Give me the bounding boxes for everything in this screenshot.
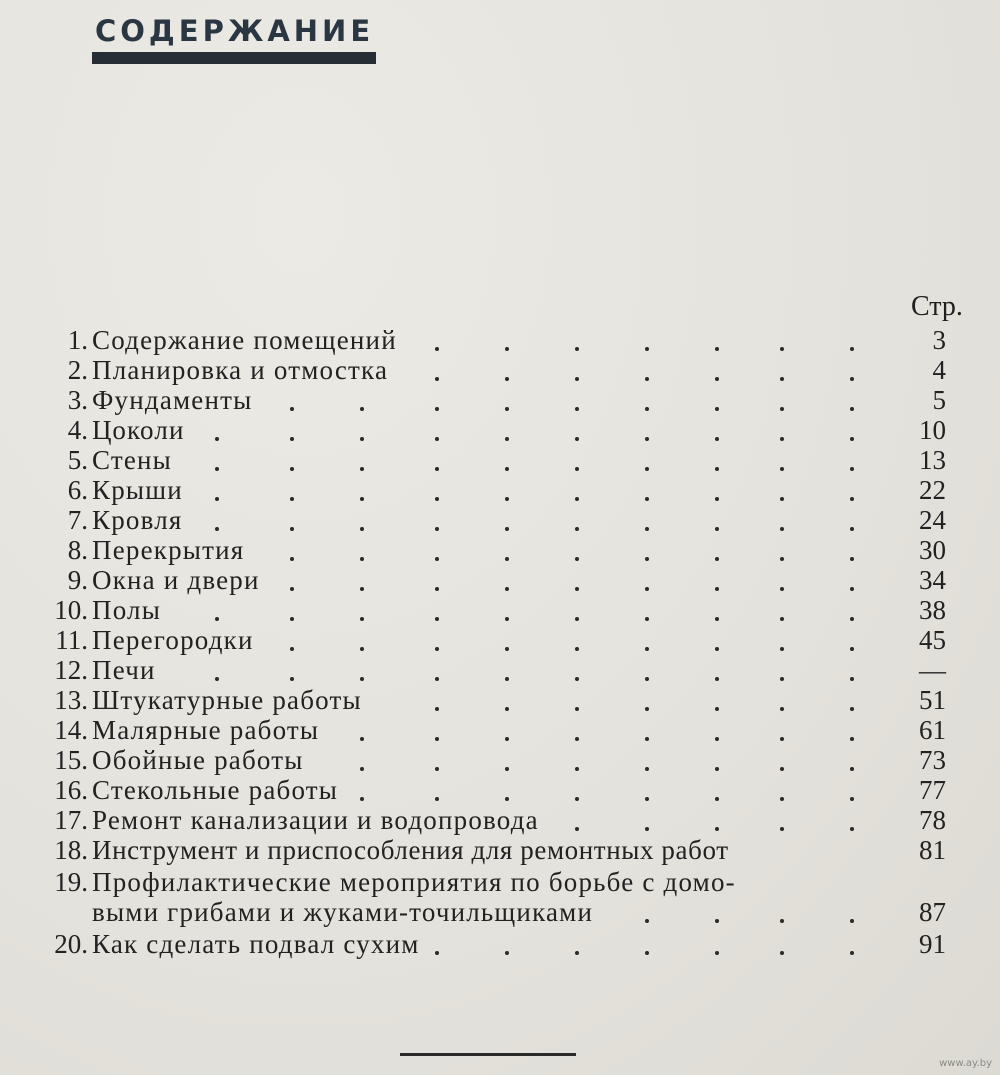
leader-dot <box>215 497 219 501</box>
entry-page: 3 <box>932 325 946 355</box>
leader-dot <box>715 737 719 741</box>
page-column-label: Стр. <box>911 291 963 322</box>
leader-dot <box>435 737 439 741</box>
leader-dot <box>645 797 649 801</box>
leader-dot <box>575 707 579 711</box>
leader-dot <box>780 377 784 381</box>
leader-dot <box>715 527 719 531</box>
leader-dot <box>290 527 294 531</box>
leader-dot <box>290 677 294 681</box>
dot-leader <box>0 897 1000 927</box>
leader-dot <box>780 557 784 561</box>
toc-entry <box>0 655 1000 685</box>
leader-dot <box>360 407 364 411</box>
leader-dot <box>715 767 719 771</box>
leader-dot <box>215 467 219 471</box>
leader-dot <box>575 497 579 501</box>
leader-dot <box>435 797 439 801</box>
dot-leader <box>0 505 1000 535</box>
leader-dot <box>215 677 219 681</box>
leader-dot <box>850 377 854 381</box>
leader-dot <box>850 737 854 741</box>
toc-entry <box>0 325 1000 355</box>
dot-leader <box>0 595 1000 625</box>
leader-dot <box>505 497 509 501</box>
leader-dot <box>575 677 579 681</box>
entry-number: 19. <box>54 867 88 897</box>
leader-dot <box>645 737 649 741</box>
leader-dot <box>715 587 719 591</box>
leader-dot <box>645 707 649 711</box>
leader-dot <box>575 587 579 591</box>
leader-dot <box>715 437 719 441</box>
entry-title: Фундаменты <box>92 385 253 415</box>
entry-page: 24 <box>919 505 946 535</box>
leader-dot <box>575 527 579 531</box>
leader-dot <box>435 707 439 711</box>
leader-dot <box>780 527 784 531</box>
leader-dot <box>850 407 854 411</box>
leader-dot <box>435 347 439 351</box>
leader-dot <box>715 919 719 923</box>
leader-dot <box>850 797 854 801</box>
leader-dot <box>435 951 439 955</box>
leader-dot <box>360 617 364 621</box>
leader-dot <box>850 767 854 771</box>
entry-page: 10 <box>919 415 946 445</box>
leader-dot <box>645 767 649 771</box>
entry-page: 13 <box>919 445 946 475</box>
toc-entry <box>0 355 1000 385</box>
leader-dot <box>850 919 854 923</box>
toc-entry <box>0 385 1000 415</box>
leader-dot <box>645 437 649 441</box>
leader-dot <box>850 647 854 651</box>
leader-dot <box>290 557 294 561</box>
leader-dot <box>360 467 364 471</box>
leader-dot <box>435 407 439 411</box>
leader-dot <box>435 587 439 591</box>
page-title: СОДЕРЖАНИЕ <box>95 14 375 48</box>
leader-dot <box>435 467 439 471</box>
leader-dot <box>645 951 649 955</box>
leader-dot <box>645 617 649 621</box>
toc-entry <box>0 415 1000 445</box>
leader-dot <box>435 677 439 681</box>
entry-page: 22 <box>919 475 946 505</box>
leader-dot <box>715 647 719 651</box>
leader-dot <box>780 707 784 711</box>
entry-number: 14. <box>54 715 88 745</box>
leader-dot <box>575 827 579 831</box>
leader-dot <box>645 467 649 471</box>
toc-entry <box>0 685 1000 715</box>
leader-dot <box>575 951 579 955</box>
leader-dot <box>360 527 364 531</box>
leader-dot <box>715 407 719 411</box>
toc-entry <box>0 775 1000 805</box>
leader-dot <box>435 647 439 651</box>
entry-page: 5 <box>932 385 946 415</box>
leader-dot <box>505 707 509 711</box>
entry-title: Цоколи <box>92 415 185 445</box>
entry-title: Ремонт канализации и водопровода <box>92 805 539 835</box>
leader-dot <box>850 437 854 441</box>
entry-number: 8. <box>67 535 88 565</box>
entry-number: 15. <box>54 745 88 775</box>
entry-title: Профилактические мероприятия по борьбе с домо- <box>92 867 736 897</box>
leader-dot <box>715 707 719 711</box>
entry-number: 20. <box>54 929 88 959</box>
leader-dot <box>435 767 439 771</box>
entry-title: Штукатурные работы <box>92 685 362 715</box>
leader-dot <box>715 497 719 501</box>
entry-title: Стекольные работы <box>92 775 339 805</box>
toc-entry <box>0 867 1000 897</box>
entry-number: 12. <box>54 655 88 685</box>
watermark: www.ay.by <box>939 1058 992 1069</box>
leader-dot <box>645 347 649 351</box>
leader-dot <box>850 617 854 621</box>
entry-page: 91 <box>919 929 946 959</box>
leader-dot <box>575 437 579 441</box>
entry-page: 73 <box>919 745 946 775</box>
toc-entry <box>0 715 1000 745</box>
entry-page: 34 <box>919 565 946 595</box>
entry-number: 6. <box>67 475 88 505</box>
leader-dot <box>850 677 854 681</box>
entry-title: Окна и двери <box>92 565 260 595</box>
leader-dot <box>435 557 439 561</box>
leader-dot <box>780 827 784 831</box>
entry-page: 45 <box>919 625 946 655</box>
leader-dot <box>360 587 364 591</box>
leader-dot <box>850 587 854 591</box>
dot-leader <box>0 805 1000 835</box>
bottom-rule <box>400 1053 576 1056</box>
leader-dot <box>505 677 509 681</box>
entry-title: Крыши <box>92 475 183 505</box>
leader-dot <box>505 797 509 801</box>
leader-dot <box>215 617 219 621</box>
toc-entry <box>0 535 1000 565</box>
leader-dot <box>715 827 719 831</box>
entry-page: 87 <box>919 897 946 927</box>
entry-title: Малярные работы <box>92 715 320 745</box>
leader-dot <box>360 497 364 501</box>
entry-number: 9. <box>67 565 88 595</box>
leader-dot <box>645 377 649 381</box>
leader-dot <box>645 919 649 923</box>
toc-entry <box>0 625 1000 655</box>
toc-entry <box>0 505 1000 535</box>
entry-title: Перекрытия <box>92 535 245 565</box>
leader-dot <box>290 617 294 621</box>
entry-title: Как сделать подвал сухим <box>92 929 420 959</box>
leader-dot <box>575 557 579 561</box>
entry-page: 78 <box>919 805 946 835</box>
dot-leader <box>0 325 1000 355</box>
leader-dot <box>780 467 784 471</box>
leader-dot <box>435 377 439 381</box>
dot-leader <box>0 655 1000 685</box>
entry-page: 4 <box>932 355 946 385</box>
leader-dot <box>645 677 649 681</box>
leader-dot <box>850 827 854 831</box>
leader-dot <box>505 467 509 471</box>
entry-page: 77 <box>919 775 946 805</box>
leader-dot <box>290 467 294 471</box>
leader-dot <box>505 347 509 351</box>
leader-dot <box>780 951 784 955</box>
toc-entry <box>0 805 1000 835</box>
leader-dot <box>290 587 294 591</box>
entry-title: Обойные работы <box>92 745 304 775</box>
leader-dot <box>780 737 784 741</box>
entry-page: 30 <box>919 535 946 565</box>
toc-entry <box>0 475 1000 505</box>
leader-dot <box>715 347 719 351</box>
entry-page: 61 <box>919 715 946 745</box>
dot-leader <box>0 445 1000 475</box>
leader-dot <box>505 737 509 741</box>
entry-title: Инструмент и приспособления для ремонтных работ <box>92 835 729 865</box>
leader-dot <box>360 677 364 681</box>
dot-leader <box>0 625 1000 655</box>
leader-dot <box>505 377 509 381</box>
leader-dot <box>360 797 364 801</box>
dot-leader <box>0 775 1000 805</box>
entry-number: 3. <box>67 385 88 415</box>
leader-dot <box>780 617 784 621</box>
entry-number: 11. <box>55 625 88 655</box>
leader-dot <box>575 647 579 651</box>
entry-page: — <box>919 655 946 685</box>
leader-dot <box>360 647 364 651</box>
leader-dot <box>360 557 364 561</box>
leader-dot <box>850 347 854 351</box>
entry-page: 81 <box>919 835 946 865</box>
leader-dot <box>715 951 719 955</box>
toc-entry <box>0 445 1000 475</box>
leader-dot <box>435 617 439 621</box>
entry-page: 38 <box>919 595 946 625</box>
leader-dot <box>575 737 579 741</box>
leader-dot <box>290 437 294 441</box>
leader-dot <box>575 467 579 471</box>
leader-dot <box>780 797 784 801</box>
dot-leader <box>0 475 1000 505</box>
entry-title: Печи <box>92 655 156 685</box>
toc-entry <box>0 565 1000 595</box>
entry-title: Содержание помещений <box>92 325 397 355</box>
dot-leader <box>0 929 1000 959</box>
leader-dot <box>435 437 439 441</box>
toc-entry <box>0 835 1000 865</box>
leader-dot <box>715 467 719 471</box>
leader-dot <box>780 587 784 591</box>
entry-number: 13. <box>54 685 88 715</box>
toc-entry <box>0 929 1000 959</box>
leader-dot <box>645 647 649 651</box>
entry-title: Кровля <box>92 505 183 535</box>
leader-dot <box>435 527 439 531</box>
leader-dot <box>645 407 649 411</box>
entry-page: 51 <box>919 685 946 715</box>
title-underline <box>92 52 376 64</box>
entry-number: 18. <box>54 835 88 865</box>
leader-dot <box>360 437 364 441</box>
leader-dot <box>290 647 294 651</box>
leader-dot <box>575 407 579 411</box>
toc-entry-continuation <box>0 897 1000 927</box>
leader-dot <box>780 767 784 771</box>
leader-dot <box>780 407 784 411</box>
leader-dot <box>645 527 649 531</box>
leader-dot <box>505 767 509 771</box>
leader-dot <box>780 677 784 681</box>
leader-dot <box>575 797 579 801</box>
leader-dot <box>715 677 719 681</box>
entry-number: 16. <box>54 775 88 805</box>
entry-number: 7. <box>67 505 88 535</box>
leader-dot <box>645 827 649 831</box>
leader-dot <box>505 557 509 561</box>
leader-dot <box>715 377 719 381</box>
dot-leader <box>0 385 1000 415</box>
entry-number: 17. <box>54 805 88 835</box>
entry-number: 5. <box>67 445 88 475</box>
leader-dot <box>505 527 509 531</box>
leader-dot <box>780 919 784 923</box>
leader-dot <box>780 497 784 501</box>
leader-dot <box>850 707 854 711</box>
leader-dot <box>360 737 364 741</box>
leader-dot <box>850 527 854 531</box>
leader-dot <box>780 347 784 351</box>
dot-leader <box>0 415 1000 445</box>
dot-leader <box>0 685 1000 715</box>
leader-dot <box>645 587 649 591</box>
leader-dot <box>715 557 719 561</box>
entry-title: Перегородки <box>92 625 254 655</box>
leader-dot <box>435 497 439 501</box>
leader-dot <box>575 347 579 351</box>
leader-dot <box>215 527 219 531</box>
entry-number: 10. <box>54 595 88 625</box>
leader-dot <box>290 407 294 411</box>
leader-dot <box>645 497 649 501</box>
leader-dot <box>505 951 509 955</box>
dot-leader <box>0 355 1000 385</box>
leader-dot <box>780 437 784 441</box>
dot-leader <box>0 565 1000 595</box>
leader-dot <box>850 497 854 501</box>
dot-leader <box>0 535 1000 565</box>
entry-number: 2. <box>67 355 88 385</box>
toc-entry <box>0 745 1000 775</box>
leader-dot <box>575 617 579 621</box>
leader-dot <box>505 437 509 441</box>
leader-dot <box>780 647 784 651</box>
leader-dot <box>850 467 854 471</box>
leader-dot <box>645 557 649 561</box>
entry-title: выми грибами и жуками-точильщиками <box>92 897 594 927</box>
leader-dot <box>715 797 719 801</box>
leader-dot <box>850 557 854 561</box>
leader-dot <box>505 617 509 621</box>
leader-dot <box>505 407 509 411</box>
leader-dot <box>715 617 719 621</box>
entry-title: Полы <box>92 595 162 625</box>
leader-dot <box>215 437 219 441</box>
dot-leader <box>0 745 1000 775</box>
leader-dot <box>290 497 294 501</box>
entry-number: 1. <box>67 325 88 355</box>
leader-dot <box>505 647 509 651</box>
toc-entry <box>0 595 1000 625</box>
entry-number: 4. <box>67 415 88 445</box>
entry-title: Планировка и отмостка <box>92 355 389 385</box>
leader-dot <box>505 587 509 591</box>
leader-dot <box>360 767 364 771</box>
leader-dot <box>575 767 579 771</box>
leader-dot <box>575 377 579 381</box>
dot-leader <box>0 715 1000 745</box>
entry-title: Стены <box>92 445 173 475</box>
leader-dot <box>850 951 854 955</box>
